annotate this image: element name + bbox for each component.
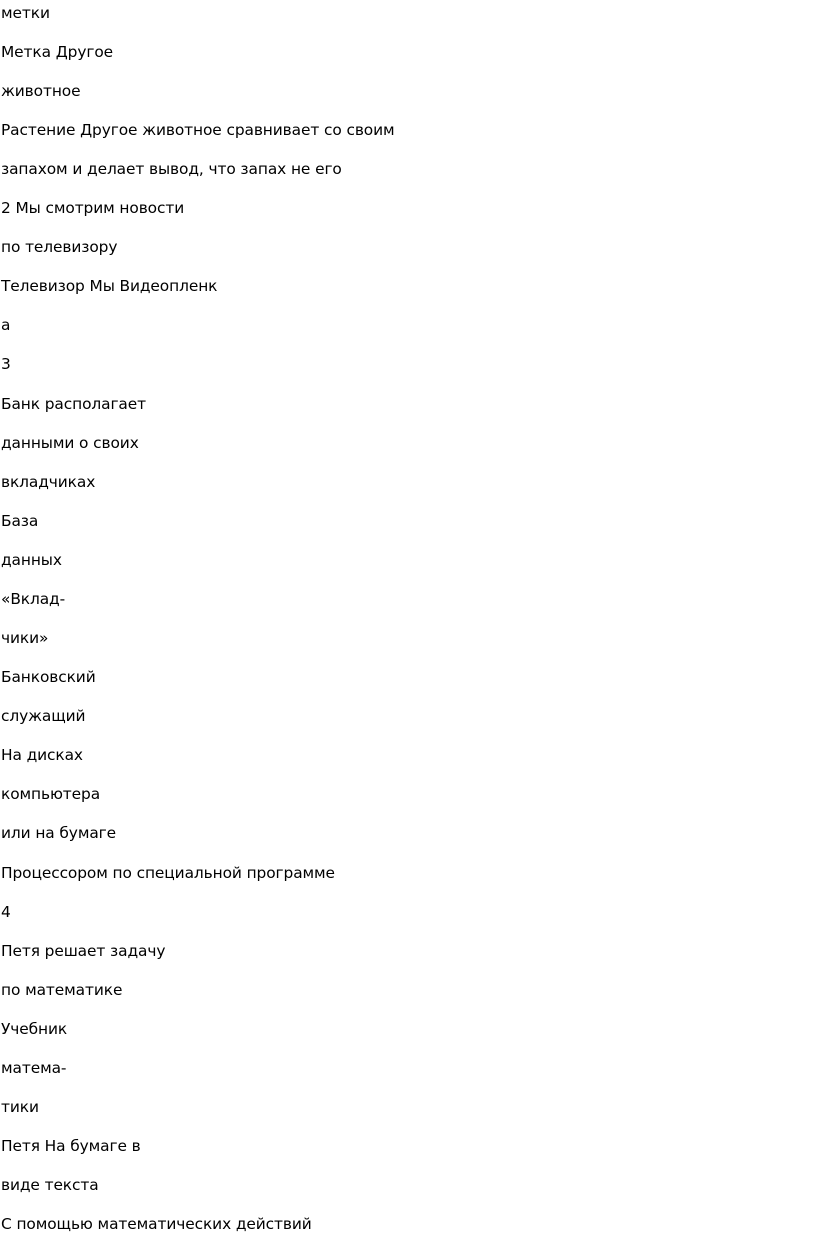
text-line: База	[1, 512, 39, 530]
text-line: животное	[1, 82, 81, 100]
text-line: 4	[1, 903, 11, 921]
text-line: 3	[1, 355, 11, 373]
text-line: данными о своих	[1, 434, 139, 452]
text-line: виде текста	[1, 1176, 99, 1194]
text-line: Петя На бумаге в	[1, 1137, 141, 1155]
text-line: по математике	[1, 981, 123, 999]
text-line: чики»	[1, 629, 49, 647]
text-line: Метка Другое	[1, 43, 114, 61]
text-line: С помощью математических действий	[1, 1215, 312, 1233]
text-line: или на бумаге	[1, 824, 117, 842]
text-line: вкладчиках	[1, 473, 96, 491]
text-line: Петя решает задачу	[1, 942, 166, 960]
text-line: служащий	[1, 707, 86, 725]
text-line: Растение Другое животное сравнивает со своим	[1, 121, 395, 139]
text-line: данных	[1, 551, 62, 569]
text-line: метки	[1, 4, 50, 22]
text-line: компьютера	[1, 785, 101, 803]
text-line: запахом и делает вывод, что запах не его	[1, 160, 342, 178]
text-line: по телевизору	[1, 238, 118, 256]
text-line: матема-	[1, 1059, 67, 1077]
text-line: Телевизор Мы Видеопленк	[1, 277, 218, 295]
text-line: Банковский	[1, 668, 96, 686]
text-line: тики	[1, 1098, 39, 1116]
text-line: Процессором по специальной программе	[1, 864, 335, 882]
text-line: «Вклад-	[1, 590, 66, 608]
text-line: а	[1, 316, 11, 334]
text-line: Учебник	[1, 1020, 68, 1038]
text-line: На дисках	[1, 746, 83, 764]
text-line: 2 Мы смотрим новости	[1, 199, 185, 217]
text-line: Банк располагает	[1, 395, 147, 413]
